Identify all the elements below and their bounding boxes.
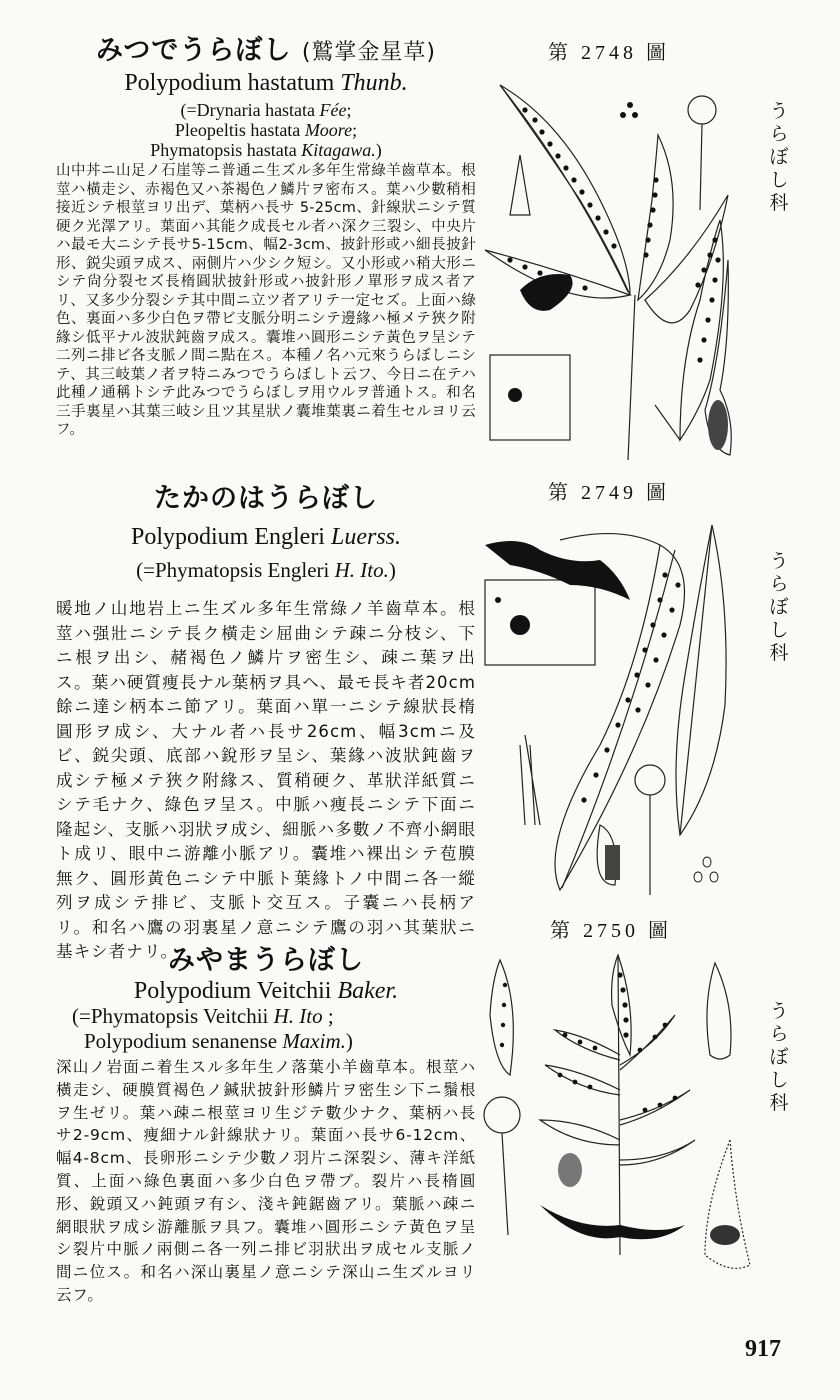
description: 暖地ノ山地岩上ニ生ズル多年生常綠ノ羊齒草本。根莖ハ强壯ニシテ長ク橫走シ屈曲シテ疎ニ分枝シ、下ニ根ヲ出シ、赭褐色ノ鱗片ヲ密生シ、疎ニ葉ヲ出ス。葉ハ硬質痩長ナル葉柄ヲ具ヘ、最モ長キ者20cm餘ニ達シ柄本ニ節アリ。葉面ハ單一ニシテ線狀長楕圓形ヲ成シ、大ナル者ハ長サ26cm、幅3cmニ及ビ、鋭尖頭、底部ハ銳形ヲ呈シ、葉緣ハ波狀鈍齒ヲ成シテ極メテ狹ク附緣ス、質稍硬ク、革狀洋紙質ニシテ毛ナク、綠色ヲ呈ス。中脈ハ痩長ニシテ下面ニ隆起シ、支脈ハ羽狀ヲ成シ、細脈ハ多數ノ不齊小網眼ト成リ、眼中ニ游離小脈アリ。囊堆ハ裸出シテ苞膜無ク、圓形黃色ニシテ中脈ト葉緣トノ中間ニ各一縱列ヲ成シテ排ビ、支脈ト交互ス。子囊ニハ長柄アリ。和名ハ鷹の羽裏星ノ意ニシテ鷹の羽ハ其葉狀ニ基キシ者ナリ。 [56,599,476,961]
synonym-author: Fée [319,100,347,120]
author: Thunb. [340,70,408,96]
figure-label: 第 2749 圖 [548,482,670,504]
japanese-name [56,482,476,516]
entry-2748 [56,34,476,440]
page-number: 917 [745,1336,781,1362]
synonym-name: (=Phymatopsis Engleri [136,558,335,582]
synonym [56,100,476,120]
family-label: うらぼし科 [769,1000,789,1114]
synonym [56,120,476,140]
synonym-punct: ; [352,120,358,140]
japanese-name-text: みやまうらぼし [168,945,364,976]
japanese-name [56,944,476,978]
synonym [56,140,476,160]
family-label: うらぼし科 [769,550,789,664]
synonym-author: Maxim. [282,1029,346,1053]
description: 山中丼ニ山足ノ石崖等ニ普通ニ生ズル多年生常綠羊齒草本。根莖ハ橫走シ、赤褐色又ハ茶褐色ノ鱗片ヲ密布ス。葉ハ少數稍相接近シテ根莖ヨリ出デ、葉柄ハ長サ 5-25cm、針線狀ニシテ質硬ク光澤アリ。葉面ハ其能ク成長セル者ハ深ク三裂シ、中央片ハ最モ大ニシテ長サ5-15cm、幅2-3cm、披針形或ハ細長披針形、鋭尖頭ヲ成ス、兩側片ハ少シク短シ。又小形或ハ稍大形ニシテ尙分裂セズ長楕圓狀披針形或ハ披針形ノ單形ヲ成ス者アリ、又多少分裂シテ其中間ニ立ツ者アリテ一定セズ。上面ハ綠色、裏面ハ多少白色ヲ帶ビ支脈分明ニシテ邊緣ハ極メテ狹ク附緣シ低平ナル波狀鈍齒ヲ成ス。囊堆ハ圓形ニシテ黃色ヲ呈シテ二列ニ排ビ各支脈ノ間ニ點在ス。本種ノ名ハ元來うらぼしニシテ、其三岐葉ノ者ヲ特ニみつでうらぼしト云フ、今日ニ在テハ此種ノ通稱トシテ此みつでうらぼしヲ用ウルヲ普通トス。和名三手裏星ハ其葉三岐シ且ツ其星狀ノ囊堆葉裏ニ着生セルヨリ云フ。 [56,163,476,438]
japanese-name-text: みつでうらぼし [95,35,292,66]
fern-pinnatifid-frond-illustration [480,945,770,1305]
synonym-author: H. Ito. [334,558,389,582]
synonym [56,558,476,583]
figure-label: 第 2748 圖 [548,42,670,64]
synonym-name: Polypodium senanense [84,1029,283,1053]
synonym [56,1004,476,1029]
synonym-author: H. Ito [273,1004,323,1028]
synonym-name: Pleopeltis hastata [174,120,305,140]
entry-2749 [56,482,476,965]
author: Luerss. [330,524,402,550]
synonym-name: (=Drynaria hastata [180,100,320,120]
genus-species: Polypodium Veitchii [133,978,332,1004]
family-label: うらぼし科 [769,100,789,214]
fern-hastate-frond-illustration [480,60,770,460]
entry-2750 [56,944,476,1307]
scientific-name [56,978,476,1004]
synonym-name: Phymatopsis hastata [150,140,302,160]
synonym-name: (=Phymatopsis Veitchii [72,1004,274,1028]
genus-species: Polypodium hastatum [124,70,335,96]
japanese-name [56,34,476,70]
synonym-punct: ) [345,1029,353,1053]
description: 深山ノ岩面ニ着生スル多年生ノ落葉小羊齒草本。根莖ハ橫走シ、硬膜質褐色ノ鍼狀披針形鱗片ヲ密生シ下ニ鬚根ヲ生ゼリ。葉ハ疎ニ根莖ヨリ生ジテ數少ナク、葉柄ハ長サ2-9cm、痩細ナル針線狀ナリ。葉面ハ長サ6-12cm、幅4-8cm、長卵形ニシテ少數ノ羽片ニ深裂シ、薄キ洋紙質、上面ハ綠色裏面ハ多少白色ヲ帶ブ。裂片ハ長楕圓形、銳頭又ハ鈍頭ヲ有シ、淺キ鈍鋸齒アリ。葉脈ハ疎ニ網眼狀ヲ成シ游離脈ヲ具フ。囊堆ハ圓形ニシテ黃色ヲ呈シ裂片中脈ノ兩側ニ各一列ニ排ビ羽狀出ヲ成セル支脈ノ間ニ位ス。和名ハ深山裏星ノ意ニシテ深山ニ生ズルヨリ云フ。 [56,1058,476,1304]
japanese-name-text: たかのはうらぼし [154,483,378,514]
scientific-name [56,70,476,96]
genus-species: Polypodium Engleri [130,524,325,550]
scientific-name [56,524,476,550]
fern-linear-frond-illustration [480,505,770,900]
author: Baker. [337,978,399,1004]
synonym-punct: ) [388,558,396,582]
synonym-punct: ; [346,100,352,120]
figure-label: 第 2750 圖 [550,920,672,942]
synonym-punct: ) [375,140,382,160]
synonym [56,1029,476,1054]
kanji-name: (鷲掌金星草) [301,40,437,65]
synonym-author: Moore [304,120,353,140]
synonym-author: Kitagawa. [301,140,376,160]
synonym-punct: ; [322,1004,334,1028]
